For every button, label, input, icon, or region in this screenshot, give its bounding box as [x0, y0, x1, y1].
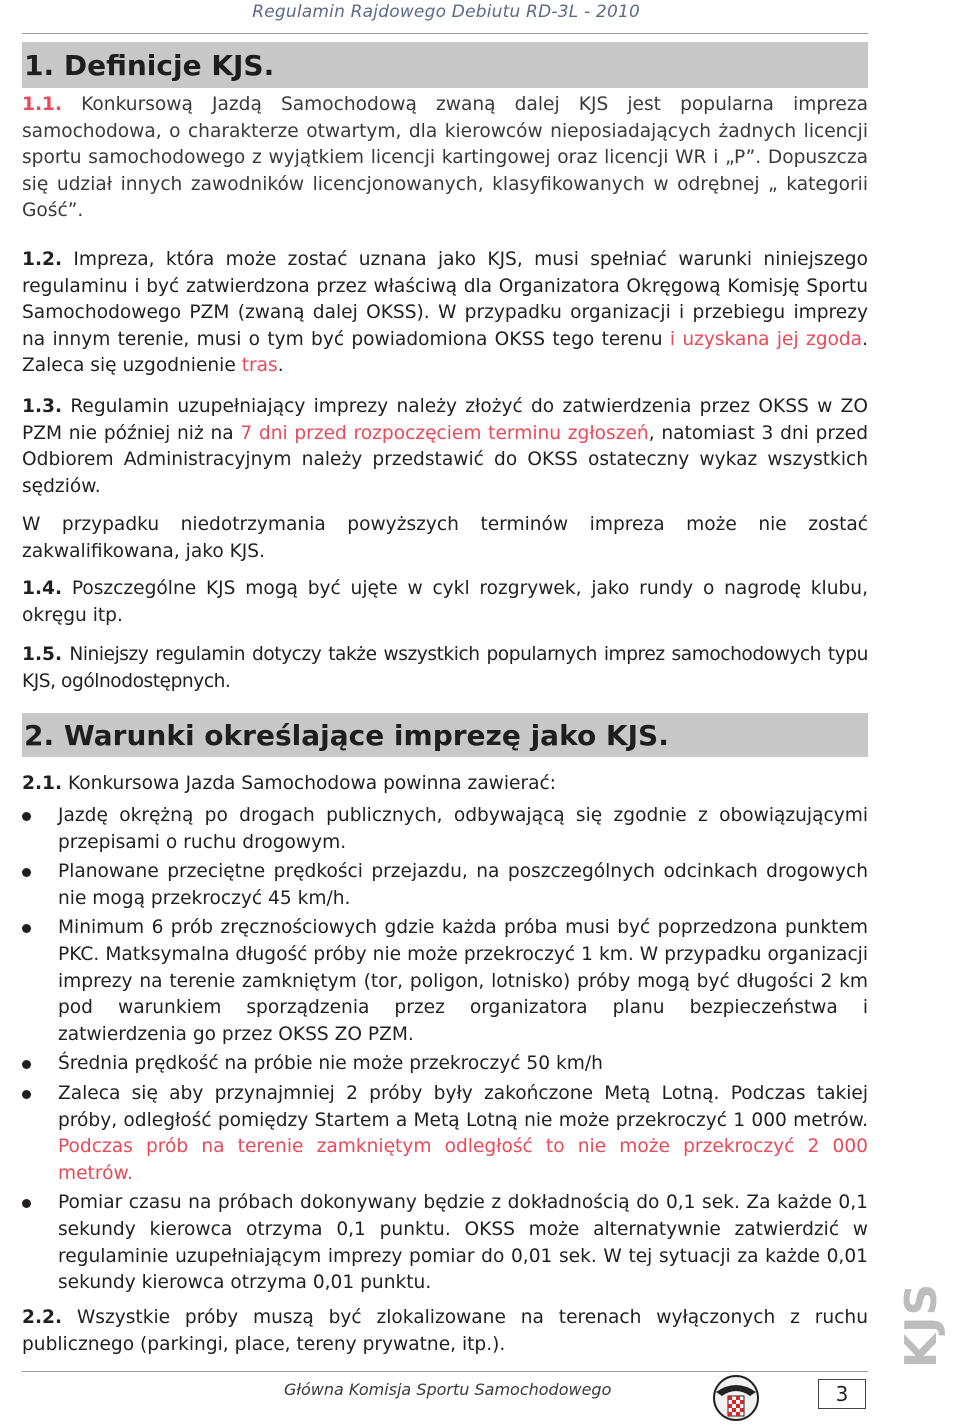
running-header-title: Regulamin Rajdowego Debiutu RD-3L - 2010	[252, 2, 640, 22]
paragraph-1-5-text: Niniejszy regulamin dotyczy także wszystkich popularnych imprez samochodowych typu KJS, ogólnodostępnych.	[22, 644, 868, 692]
paragraph-1-3	[22, 394, 868, 500]
section-1-heading: 1. Definicje KJS.	[22, 42, 868, 88]
bullet-icon	[22, 924, 31, 933]
paragraph-1-3-text-b: , natomiast 3 dni przed Odbiorem Administracyjnym należy przedstawić do OKSS ostateczny wykaz wszystkich sędziów.	[22, 422, 868, 497]
paragraph-1-2-text-b: . Zaleca się uzgodnienie	[22, 328, 868, 377]
list-item-text: Średnia prędkość na próbie nie może przekroczyć 50 km/h	[58, 1053, 603, 1075]
paragraph-1-5	[22, 642, 868, 695]
paragraph-1-1-text: Konkursową Jazdą Samochodową zwaną dalej KJS jest popularna impreza samochodowa, o charakterze otwartym, dla kierowców nieposiadających żadnych licencji sportu samochodowego z wyjątkiem licencji kartingowej oraz licencji WR i „P”. Dopuszcza się udział innych zawodników licencjonowanych, klasyfikowanych w odrębnej „ kategorii Gość”.	[22, 94, 868, 222]
list-item-red-text: Podczas prób na terenie zamkniętym odległość to nie może przekroczyć 2 000 metrów.	[58, 1136, 868, 1184]
page-number: 3	[818, 1379, 866, 1409]
list-item	[22, 1081, 868, 1187]
pzm-logo-icon	[710, 1372, 762, 1424]
bullet-icon	[22, 1199, 31, 1208]
paragraph-1-1	[22, 92, 868, 225]
paragraph-1-3-text-a: Regulamin uzupełniający imprezy należy złożyć do zatwierdzenia przez OKSS w ZO PZM nie później niż na	[22, 396, 868, 444]
bullet-icon	[22, 1060, 31, 1069]
paragraph-1-3-red-a: 7 dni przed rozpoczęciem terminu zgłoszeń	[240, 422, 649, 444]
list-item-text: Planowane przeciętne prędkości przejazdu, na poszczególnych odcinkach drogowych nie mogą przekroczyć 45 km/h.	[58, 861, 868, 909]
list-item	[22, 803, 868, 856]
paragraph-2-2-number: 2.2.	[22, 1307, 63, 1328]
paragraph-1-2	[22, 247, 868, 380]
list-item	[22, 915, 868, 1048]
bullet-icon	[22, 812, 31, 821]
paragraph-1-2-number: 1.2.	[22, 249, 63, 270]
paragraph-2-1-number: 2.1.	[22, 773, 63, 794]
requirements-list	[22, 803, 868, 1300]
paragraph-1-2-red-a: i uzyskana jej zgoda	[662, 328, 863, 350]
list-item-text: Zaleca się aby przynajmniej 2 próby były zakończone Metą Lotną. Podczas takiej próby, odległość pomiędzy Startem a Metą Lotną nie może przekroczyć 1 000 metrów.	[58, 1082, 868, 1131]
paragraph-2-2-text: Wszystkie próby muszą być zlokalizowane na terenach wyłączonych z ruchu publicznego (parkingi, place, tereny prywatne, itp.).	[22, 1307, 868, 1355]
paragraph-1-3-note: W przypadku niedotrzymania powyższych terminów impreza może nie zostać zakwalifikowana, jako KJS.	[22, 514, 868, 562]
list-item	[22, 859, 868, 912]
paragraph-1-4	[22, 576, 868, 629]
bullet-icon	[22, 868, 31, 877]
bullet-icon	[22, 1090, 31, 1099]
footer-organization: Główna Komisja Sportu Samochodowego	[284, 1380, 612, 1399]
paragraph-1-4-number: 1.4.	[22, 578, 63, 599]
paragraph-1-2-text-c: .	[277, 355, 284, 377]
list-item-text: Minimum 6 prób zręcznościowych gdzie każda próba musi być poprzedzona punktem PKC. Matksymalna długość próby nie może przekroczyć 1 km. W przypadku organizacji imprezy na terenie zamkniętym (tor, poligon, lotnisko) próby mogą być długości 2 km pod warunkiem sporządzenia przez organizatora planu bezpieczeństwa i zatwierdzenia go przez OKSS ZO PZM.	[58, 917, 868, 1045]
list-item-text: Jazdę okrężną po drogach publicznych, odbywającą się zgodnie z obowiązującymi przepisami o ruchu drogowym.	[58, 805, 868, 853]
paragraph-2-2	[22, 1305, 868, 1358]
list-item	[22, 1190, 868, 1296]
paragraph-1-2-text-a: Impreza, która może zostać uznana jako KJS, musi spełniać warunki niniejszego regulaminu i być zatwierdzona przez właściwą dla Organizatora Okręgową Komisję Sportu Samochodowego PZM (zwaną dalej OKSS). W przypadku organizacji i przebiegu imprezy na innym terenie, musi o tym być powiadomiona OKSS tego terenu	[22, 249, 868, 350]
list-item	[22, 1051, 868, 1078]
paragraph-1-3-number: 1.3.	[22, 396, 63, 417]
paragraph-1-2-red-b: tras	[241, 355, 278, 377]
paragraph-2-1-text: Konkursowa Jazda Samochodowa powinna zawierać:	[67, 773, 556, 794]
side-tag: KJS	[896, 1282, 947, 1368]
header-divider	[22, 33, 868, 34]
section-2-heading: 2. Warunki określające imprezę jako KJS.	[22, 713, 868, 757]
paragraph-1-1-number: 1.1.	[22, 94, 63, 115]
paragraph-1-4-text: Poszczególne KJS mogą być ujęte w cykl rozgrywek, jako rundy o nagrodę klubu, okręgu itp.	[22, 578, 868, 626]
paragraph-2-1	[22, 771, 868, 798]
paragraph-1-5-number: 1.5.	[22, 644, 63, 665]
list-item-text: Pomiar czasu na próbach dokonywany będzie z dokładnością do 0,1 sek. Za każde 0,1 sekundy kierowca otrzyma 0,1 punktu. OKSS może alternatywnie zatwierdzić w regulaminie uzupełniającym imprezy pomiar do 0,01 sek. W tej sytuacji za każde 0,01 sekundy kierowca otrzyma 0,01 punktu.	[58, 1192, 868, 1294]
